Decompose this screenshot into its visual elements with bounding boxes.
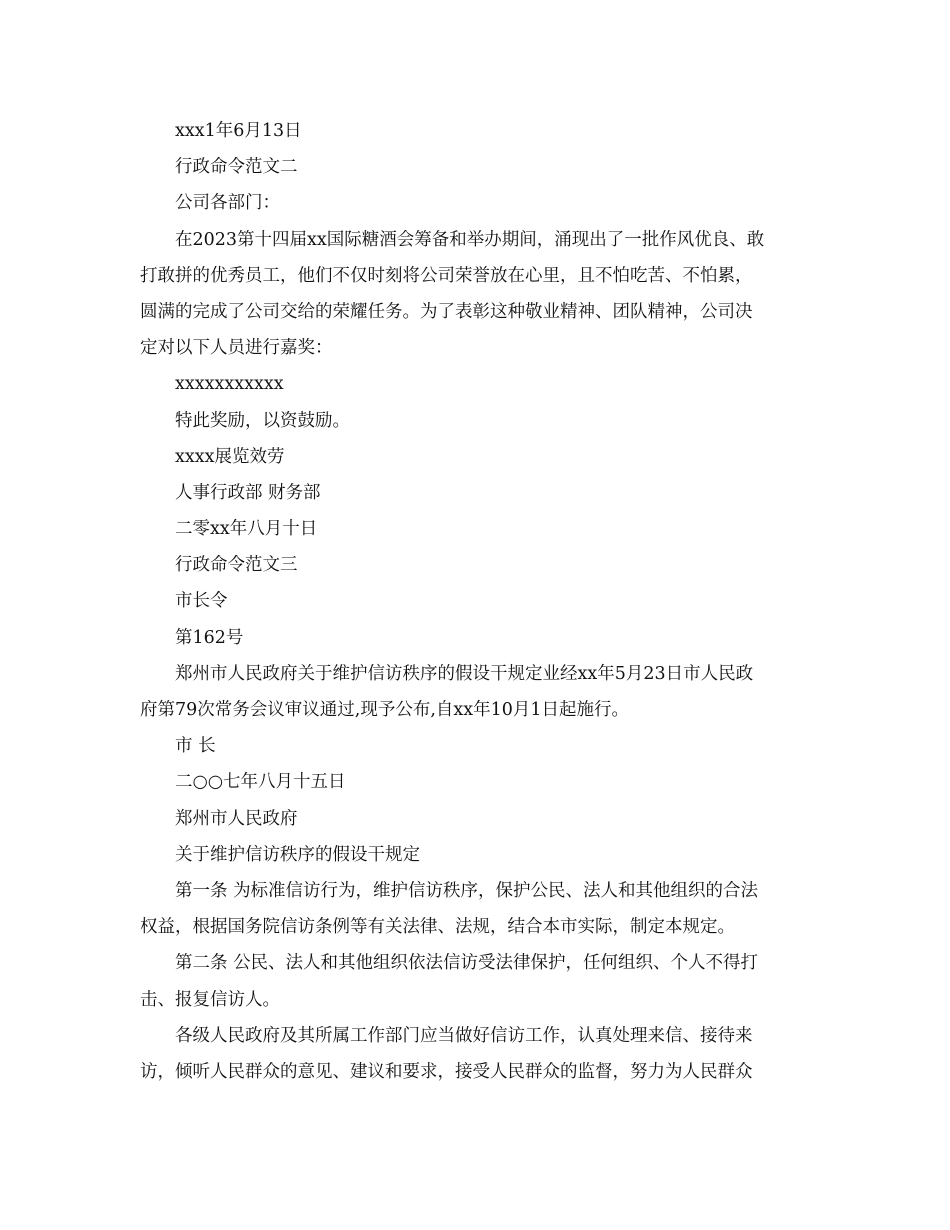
paragraph-line: 打敢拼的优秀员工，他们不仅时刻将公司荣誉放在心里，且不怕吃苦、不怕累， xyxy=(140,265,753,286)
section-title-2: 行政命令范文二 xyxy=(175,157,298,178)
promulgation-paragraph xyxy=(140,656,810,728)
government-duty-paragraph xyxy=(140,1018,810,1090)
mayor-signature: 市 长 xyxy=(175,736,216,757)
paragraph-line: 击、报复信访人。 xyxy=(140,989,280,1010)
paragraph-line: 第一条 为标准信访行为，维护信访秩序，保护公民、法人和其他组织的合法 xyxy=(175,880,759,901)
order-title: 市长令 xyxy=(175,591,228,612)
section-title-3: 行政命令范文三 xyxy=(175,555,298,576)
government-name: 郑州市人民政府 xyxy=(175,808,298,829)
rules-title: 关于维护信访秩序的假设干规定 xyxy=(175,844,420,865)
signer-company: xxxx展览效劳 xyxy=(175,446,285,467)
date-line-1: xxx1年6月13日 xyxy=(175,121,302,141)
article-1 xyxy=(140,873,810,945)
date-line-3: 二○○七年八月十五日 xyxy=(175,772,346,793)
paragraph-line: 访，倾听人民群众的意见、建议和要求，接受人民群众的监督，努力为人民群众 xyxy=(140,1061,753,1082)
paragraph-line: 第二条 公民、法人和其他组织依法信访受法律保护，任何组织、个人不得打 xyxy=(175,953,759,974)
encouragement-line: 特此奖励，以资鼓励。 xyxy=(175,410,350,431)
paragraph-line: 定对以下人员进行嘉奖： xyxy=(140,338,333,359)
article-2 xyxy=(140,945,810,1017)
date-line-2: 二零xx年八月十日 xyxy=(175,519,318,540)
document-body xyxy=(140,113,810,1090)
order-number: 第162号 xyxy=(175,627,244,648)
commendation-paragraph xyxy=(140,222,810,367)
paragraph-line: 郑州市人民政府关于维护信访秩序的假设干规定业经xx年5月23日市人民政 xyxy=(175,663,754,684)
paragraph-line: 府第79次常务会议审议通过,现予公布,自xx年10月1日起施行。 xyxy=(140,700,630,720)
awardee-names: xxxxxxxxxxx xyxy=(175,374,284,395)
paragraph-line: 各级人民政府及其所属工作部门应当做好信访工作，认真处理来信、接待来 xyxy=(175,1025,753,1046)
salutation: 公司各部门： xyxy=(175,193,280,214)
paragraph-line: 圆满的完成了公司交给的荣耀任务。为了表彰这种敬业精神、团队精神，公司决 xyxy=(140,301,753,322)
paragraph-line: 权益，根据国务院信访条例等有关法律、法规，结合本市实际，制定本规定。 xyxy=(140,917,735,938)
paragraph-line: 在2023第十四届xx国际糖酒会筹备和举办期间，涌现出了一批作风优良、敢 xyxy=(175,229,765,250)
signer-departments: 人事行政部 财务部 xyxy=(175,482,321,503)
